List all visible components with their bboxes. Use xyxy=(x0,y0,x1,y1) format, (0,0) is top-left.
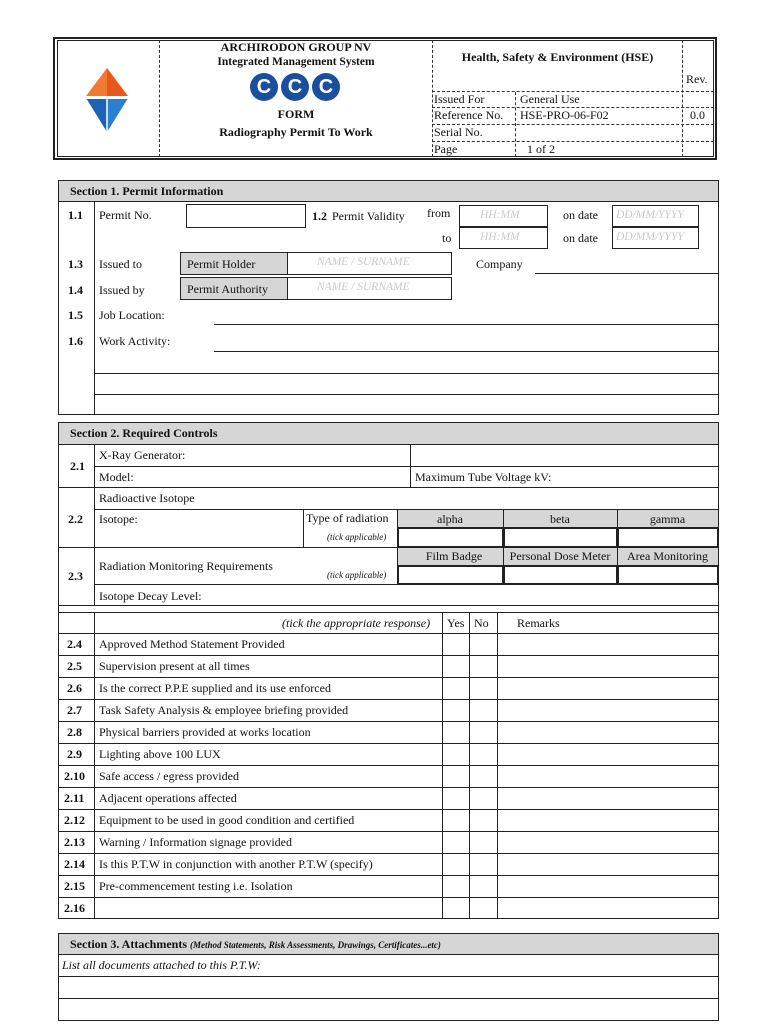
item-number: 2.6 xyxy=(67,681,82,695)
attachment-line[interactable] xyxy=(58,976,719,977)
rev-label: Rev. xyxy=(686,72,708,86)
issued-to-label: Issued to xyxy=(99,257,142,271)
radiation-monitoring-label: Radiation Monitoring Requirements xyxy=(99,559,273,573)
section-3-title-text: Section 3. Attachments xyxy=(70,937,187,951)
on-date-label: on date xyxy=(563,208,598,222)
checklist-text: Adjacent operations affected xyxy=(99,791,237,805)
beta-checkbox[interactable] xyxy=(504,528,617,547)
section-3-subtitle: (Method Statements, Risk Assessments, Drawings, Certificates...etc) xyxy=(190,940,441,950)
remarks-header: Remarks xyxy=(517,616,560,630)
reference-label: Reference No. xyxy=(434,108,504,122)
item-number: 2.7 xyxy=(67,703,82,717)
company-name: ARCHIRODON GROUP NV xyxy=(220,40,372,54)
page-label: Page xyxy=(434,142,458,156)
item-number: 2.16 xyxy=(64,901,85,915)
xray-generator-label: X-Ray Generator: xyxy=(99,448,186,462)
isotope-decay-label: Isotope Decay Level: xyxy=(99,589,202,603)
permit-no-input[interactable] xyxy=(186,204,306,228)
checklist-text: Warning / Information signage provided xyxy=(99,835,292,849)
department-title: Health, Safety & Environment (HSE) xyxy=(461,50,654,64)
from-time-input[interactable] xyxy=(459,205,548,227)
work-activity-label: Work Activity: xyxy=(99,334,171,348)
placeholder: HH:MM xyxy=(480,231,520,243)
checklist-text: Supervision present at all times xyxy=(99,659,250,673)
item-number: 1.3 xyxy=(68,257,83,271)
certification-logo-icon: C xyxy=(312,73,340,101)
tick-response-note: (tick the appropriate response) xyxy=(282,616,431,630)
section-1-title: Section 1. Permit Information xyxy=(70,184,224,198)
to-time-input[interactable] xyxy=(459,227,548,249)
checklist-text: Physical barriers provided at works location xyxy=(99,725,311,739)
item-number: 1.1 xyxy=(68,208,83,222)
from-date-input[interactable] xyxy=(612,205,699,227)
permit-authority-label: Permit Authority xyxy=(187,282,268,296)
company-logo xyxy=(84,68,130,134)
issued-by-label: Issued by xyxy=(99,283,145,297)
item-number: 2.14 xyxy=(64,857,85,871)
system-name: Integrated Management System xyxy=(217,56,375,68)
gamma-checkbox[interactable] xyxy=(618,528,718,547)
placeholder: HH:MM xyxy=(480,209,520,221)
checklist-text: Pre-commencement testing i.e. Isolation xyxy=(99,879,293,893)
film-badge-checkbox[interactable] xyxy=(398,566,503,584)
item-number: 1.5 xyxy=(68,308,83,322)
gamma-label: gamma xyxy=(649,512,686,526)
section-2-title: Section 2. Required Controls xyxy=(70,426,218,440)
job-location-label: Job Location: xyxy=(99,308,165,322)
item-number: 2.11 xyxy=(64,791,85,805)
tick-applicable-note: (tick applicable) xyxy=(327,570,387,580)
issued-for-value: General Use xyxy=(520,92,580,106)
model-label: Model: xyxy=(99,470,134,484)
permit-no-label: Permit No. xyxy=(99,208,152,222)
alpha-checkbox[interactable] xyxy=(398,528,503,547)
attachments-instruction: List all documents attached to this P.T.W: xyxy=(62,958,261,972)
page-value: 1 of 2 xyxy=(527,142,555,156)
item-number: 2.3 xyxy=(68,569,83,583)
item-number: 2.5 xyxy=(67,659,82,673)
film-badge-label: Film Badge xyxy=(425,549,483,563)
dose-meter-checkbox[interactable] xyxy=(504,566,617,584)
certification-logos xyxy=(250,73,342,103)
reference-value: HSE-PRO-06-F02 xyxy=(520,108,609,122)
checklist-text: Is the correct P.P.E supplied and its use enforced xyxy=(99,681,331,695)
checklist-text: Safe access / egress provided xyxy=(99,769,239,783)
item-number: 2.4 xyxy=(67,637,82,651)
from-label: from xyxy=(427,206,451,220)
checklist-text: Equipment to be used in good condition and certified xyxy=(99,813,355,827)
item-number: 2.12 xyxy=(64,813,85,827)
serial-label: Serial No. xyxy=(434,125,483,139)
dose-meter-label: Personal Dose Meter xyxy=(509,549,611,563)
checklist-text: Is this P.T.W in conjunction with another P.T.W (specify) xyxy=(99,857,373,871)
item-number: 2.15 xyxy=(64,879,85,893)
revision-value: 0.0 xyxy=(690,108,705,122)
area-monitoring-label: Area Monitoring xyxy=(627,549,708,563)
item-number: 1.6 xyxy=(68,334,83,348)
permit-holder-label: Permit Holder xyxy=(187,257,256,271)
certification-logo-icon: C xyxy=(281,73,309,101)
item-number: 2.9 xyxy=(67,747,82,761)
no-header: No xyxy=(474,616,489,630)
placeholder: NAME / SURNAME xyxy=(317,281,410,293)
certification-logo-icon: C xyxy=(250,73,278,101)
form-label: FORM xyxy=(277,107,315,121)
item-number: 1.4 xyxy=(68,283,83,297)
checklist-text: Task Safety Analysis & employee briefing provided xyxy=(99,703,349,717)
item-number: 2.13 xyxy=(64,835,85,849)
placeholder: NAME / SURNAME xyxy=(317,256,410,268)
checklist-text: Lighting above 100 LUX xyxy=(99,747,221,761)
job-location-line[interactable] xyxy=(214,324,718,325)
to-label: to xyxy=(442,231,452,245)
radioactive-isotope-label: Radioactive Isotope xyxy=(99,491,195,505)
item-number: 2.2 xyxy=(68,512,83,526)
item-number: 2.1 xyxy=(70,459,85,473)
tick-applicable-note: (tick applicable) xyxy=(327,532,387,542)
isotope-label: Isotope: xyxy=(99,512,138,526)
max-voltage-label: Maximum Tube Voltage kV: xyxy=(415,470,552,484)
company-label: Company xyxy=(476,257,523,271)
checklist-text: Approved Method Statement Provided xyxy=(99,637,285,651)
type-of-radiation-label: Type of radiation xyxy=(306,511,389,525)
work-activity-line[interactable] xyxy=(214,351,718,352)
beta-label: beta xyxy=(550,512,570,526)
form-title: Radiography Permit To Work xyxy=(219,125,373,139)
item-number: 2.8 xyxy=(67,725,82,739)
permit-validity-label: Permit Validity xyxy=(332,209,405,223)
alpha-label: alpha xyxy=(437,512,463,526)
yes-header: Yes xyxy=(447,616,465,630)
item-number: 2.10 xyxy=(64,769,85,783)
issued-for-label: Issued For xyxy=(434,92,485,106)
item-number: 1.2 xyxy=(312,209,327,223)
section-3-title xyxy=(70,937,441,952)
placeholder: DD/MM/YYYY xyxy=(616,209,684,221)
company-line[interactable] xyxy=(535,273,718,274)
attachment-line[interactable] xyxy=(58,998,719,999)
area-monitoring-checkbox[interactable] xyxy=(618,566,718,584)
to-date-input[interactable] xyxy=(612,227,699,249)
placeholder: DD/MM/YYYY xyxy=(616,231,684,243)
on-date-label: on date xyxy=(563,231,598,245)
